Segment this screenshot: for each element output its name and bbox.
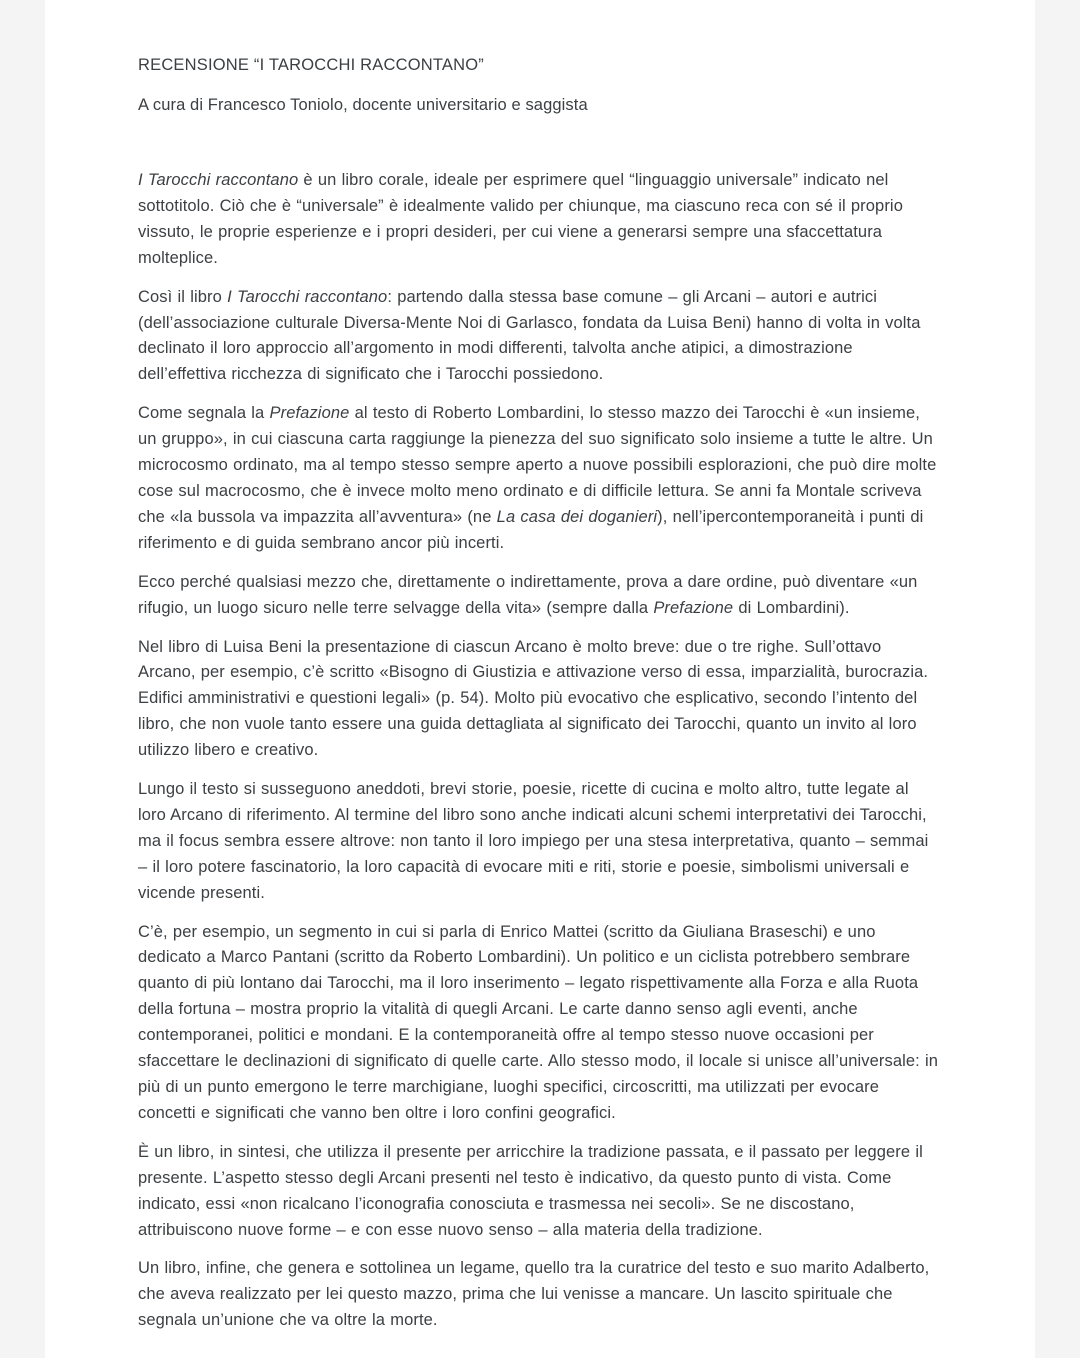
document-byline: A cura di Francesco Toniolo, docente universitario e saggista [138,96,588,114]
paragraph-run-italic: I Tarocchi raccontano [227,287,388,306]
paragraph-run: Un libro, infine, che genera e sottolinea un legame, quello tra la curatrice del testo e suo marito Adalberto, che aveva realizzato per lei questo mazzo, prima che lui venisse a mancare. Un lascito spirituale che segnala un’unione che va oltre la morte. [138,1259,930,1330]
paragraph [138,777,940,907]
paragraph-run-italic: I Tarocchi raccontano [138,171,299,189]
paragraph-run-italic: La casa dei doganieri [496,507,658,526]
paragraph [138,1256,940,1334]
paragraph [138,285,940,389]
paragraph-run: : partendo dalla stessa base comune – gli Arcani – autori e autrici (dell’associazione culturale Diversa-Mente Noi di Garlasco, fondata da Luisa Beni) hanno di volta in volta declinato il loro approccio all’argomento in modi differenti, talvolta anche atipici, a dimostrazione dell’effettiva ricchezza di significato che i Tarocchi possiedono. [138,287,921,384]
paragraph-run: è un libro corale, ideale per esprimere quel “linguaggio universale” indicato nel sottotitolo. Ciò che è “universale” è idealmente valido per chiunque, ma ciascuno reca con sé il proprio vissuto, le proprie esperienze e i propri desideri, per cui viene a generarsi sempre una sfaccettatura molteplice. [138,171,903,267]
paragraph-run-italic: Prefazione [269,404,350,423]
paragraph-run: C’è, per esempio, un segmento in cui si parla di Enrico Mattei (scritto da Giuliana Braseschi) e uno dedicato a Marco Pantani (scritto da Roberto Lombardini). Un politico e un ciclista potrebbero sembrare quanto di più lontano dai Tarocchi, ma il loro inserimento – legato rispettivamente alla Forza e alla Ruota della fortuna – mostra proprio la vitalità di quegli Arcani. Le carte danno senso agli eventi, anche contemporanei, politici e mondani. E la contemporaneità offre al tempo stesso nuove occasioni per sfaccettare le declinazioni di significato di quelle carte. Allo stesso modo, il locale si unisce all’universale: in più di un punto emergono le terre marchigiane, luoghi specifici, circoscritti, ma utilizzati per evocare concetti e significati che vanno ben oltre i loro confini geografici. [138,922,939,1122]
paragraph-run: ), nell’ipercontemporaneità i punti di riferimento e di guida sembrano ancor più incerti. [138,507,924,552]
paragraph-run: Così il libro [138,287,228,306]
paragraph-run: di Lombardini). [733,598,850,617]
paragraph-run-italic: Prefazione [653,598,734,617]
paragraph-run: È un libro, in sintesi, che utilizza il presente per arricchire la tradizione passata, e il passato per leggere il presente. L’aspetto stesso degli Arcani presenti nel testo è indicativo, da questo punto di vista. Come indicato, essi «non ricalcano l’iconografia conosciuta e trasmessa nei secoli». Se ne discostano, attribuiscono nuove forme – e con esse nuovo senso – alla materia della tradizione. [138,1142,923,1239]
paragraph-run: Nel libro di Luisa Beni la presentazione di ciascun Arcano è molto breve: due o tre righe. Sull’ottavo Arcano, per esempio, c’è scritto «Bisogno di Giustizia e attivazione verso di essa, imparzialità, burocrazia. Edifici amministrativi e questioni legali» (p. 54). Molto più evocativo che esplicativo, secondo l’intento del libro, che non vuole tanto essere una guida dettagliata al significato dei Tarocchi, quanto un invito al loro utilizzo libero e creativo. [138,637,929,760]
paragraph-run: Ecco perché qualsiasi mezzo che, direttamente o indirettamente, prova a dare ordine, può diventare «un rifugio, un luogo sicuro nelle terre selvagge della vita» (sempre dalla [138,572,918,617]
paragraph-run: Lungo il testo si susseguono aneddoti, brevi storie, poesie, ricette di cucina e molto altro, tutte legate al loro Arcano di riferimento. Al termine del libro sono anche indicati alcuni schemi interpretativi dei Tarocchi, ma il focus sembra essere altrove: non tanto il loro impiego per una stesa interpretativa, quanto – semmai – il loro potere fascinatorio, la loro capacità di evocare miti e riti, storie e poesie, simbolismi universali e vicende presenti. [138,780,929,902]
paragraph-run: al testo di Roberto Lombardini, lo stesso mazzo dei Tarocchi è «un insieme, un gruppo», in cui ciascuna carta raggiunge la pienezza del suo significato solo insieme a tutte le altre. Un microcosmo ordinato, ma al tempo stesso sempre aperto a nuove possibili esplorazioni, che può dire molte cose sul macrocosmo, che è invece molto meno ordinato e di difficile lettura. Se anni fa Montale scriveva che «la bussola va impazzita all’avventura» (ne [138,404,937,526]
paragraph [138,1140,940,1244]
paragraph-run: Come segnala la [138,404,270,423]
paragraph [138,570,940,622]
document-title: RECENSIONE “I TAROCCHI RACCONTANO” [138,56,484,74]
paragraph [138,920,940,1127]
paragraph [138,168,940,272]
paragraph [138,635,940,765]
paragraph [138,401,940,556]
document-body [138,168,940,1334]
document-page [45,0,1035,1358]
